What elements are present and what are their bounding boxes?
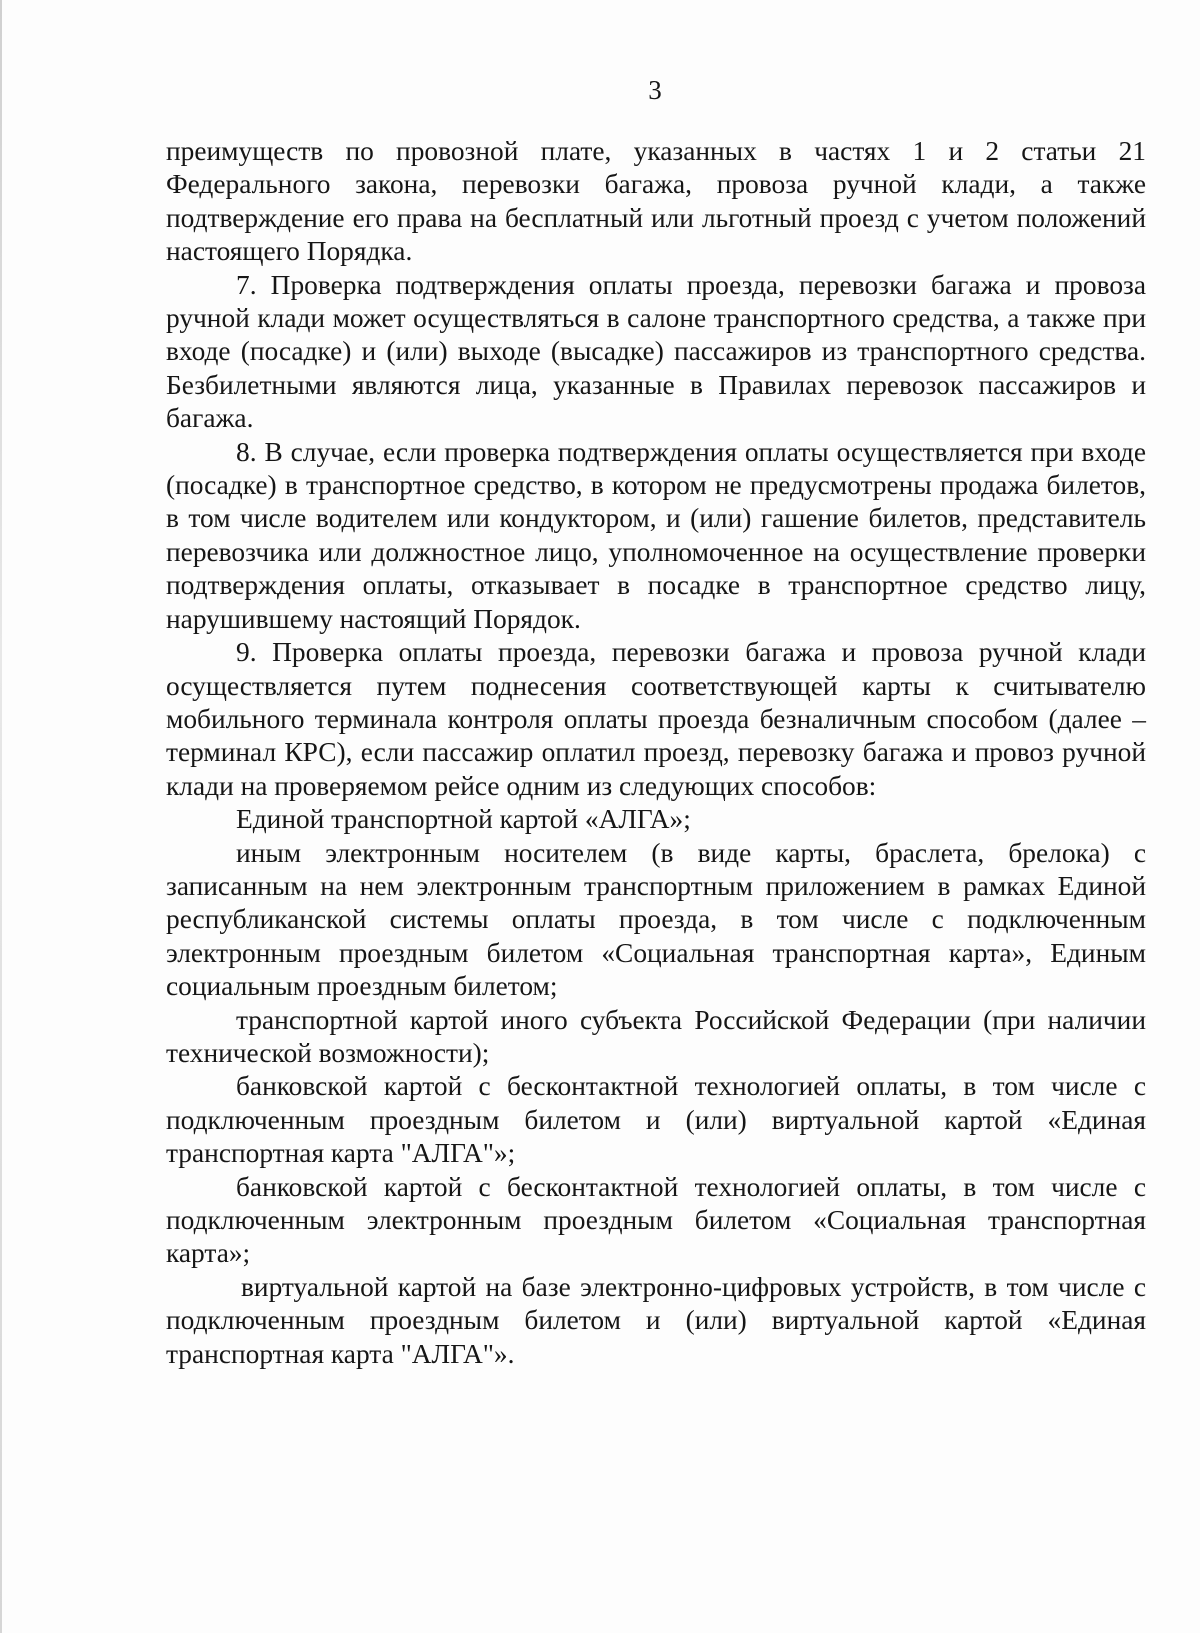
document-body [166,135,1146,1371]
paragraph-continuation: преимуществ по провозной плате, указанных в частях 1 и 2 статьи 21 Федерального закона, перевозки багажа, провоза ручной клади, а также подтверждение его права на бесплатный или льготный проезд с учетом положений настоящего Порядка. [166,136,1146,267]
payment-method-item: виртуальной картой на базе электронно-цифровых устройств, в том числе с подключенным проездным билетом и (или) виртуальной картой «Единая транспортная карта "АЛГА"». [166,1271,1146,1369]
page-number: 3 [648,75,662,105]
paragraph-8: 8. В случае, если проверка подтверждения оплаты осуществляется при входе (посадке) в транспортное средство, в котором не предусмотрены продажа билетов, в том числе водителем или кондуктором, и (или) гашение билетов, представитель перевозчика или должностное лицо, уполномоченное на осуществление проверки подтверждения оплаты, отказывает в посадке в транспортное средство лицу, нарушившему настоящий Порядок. [166,436,1146,634]
paragraph-9: 9. Проверка оплаты проезда, перевозки багажа и провоза ручной клади осуществляется путем поднесения соответствующей карты к считывателю мобильного терминала контроля оплаты проезда безналичным способом (далее – терминал КРС), если пассажир оплатил проезд, перевозку багажа и провоз ручной клади на проверяемом рейсе одним из следующих способов: [166,637,1146,801]
payment-method-item: банковской картой с бесконтактной технологией оплаты, в том числе с подключенным электронным проездным билетом «Социальная транспортная карта»; [166,1171,1146,1269]
payment-method-item: иным электронным носителем (в виде карты, браслета, брелока) с записанным на нем электронным транспортным приложением в рамках Единой республиканской системы оплаты проезда, в том числе с подключенным электронным проездным билетом «Социальная транспортная карта», Единым социальным проездным билетом; [166,837,1146,1002]
paragraph-7: 7. Проверка подтверждения оплаты проезда, перевозки багажа и провоза ручной клади может осуществляться в салоне транспортного средства, а также при входе (посадке) и (или) выходе (высадке) пассажиров из транспортного средства. Безбилетными являются лица, указанные в Правилах перевозок пассажиров и багажа. [166,269,1146,434]
payment-method-item: Единой транспортной картой «АЛГА»; [236,804,691,835]
payment-method-item: банковской картой с бесконтактной технологией оплаты, в том числе с подключенным проездным билетом и (или) виртуальной картой «Единая транспортная карта "АЛГА"»; [166,1071,1146,1169]
scan-edge-shadow [0,0,2,1633]
payment-method-item: транспортной картой иного субъекта Российской Федерации (при наличии технической возможности); [166,1004,1146,1068]
